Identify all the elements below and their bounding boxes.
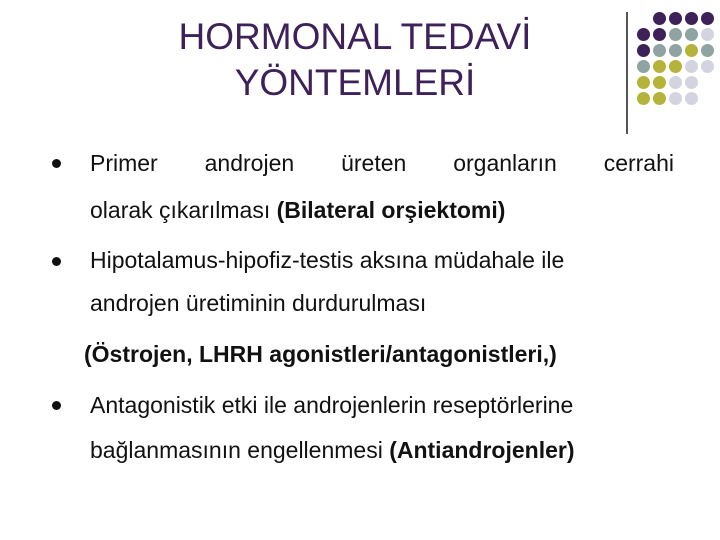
decorative-dot-grid	[637, 12, 717, 122]
slide-title-line-2: YÖNTEMLERİ	[234, 62, 476, 103]
decorative-dot	[653, 12, 666, 25]
decorative-dot	[685, 28, 698, 41]
decorative-dot	[653, 60, 666, 73]
decorative-dot	[637, 76, 650, 89]
bullet-1-line-1	[90, 149, 674, 177]
decorative-dot	[637, 44, 650, 57]
decorative-dot	[653, 44, 666, 57]
bullet-1-marker	[52, 159, 61, 168]
bullet-3-line-1: Antagonistik etki ile androjenlerin reseptörlerine	[90, 392, 574, 418]
decorative-dot	[701, 44, 714, 57]
decorative-dot	[637, 60, 650, 73]
decorative-dot	[653, 28, 666, 41]
bullet-1-word: üreten	[341, 150, 407, 176]
bullet-2-note: (Östrojen, LHRH agonistleri/antagonistleri,)	[84, 341, 557, 367]
decorative-dot	[653, 92, 666, 105]
bullet-1-word: cerrahi	[603, 150, 674, 176]
bullet-1-emphasis: (Bilateral orşiektomi)	[276, 197, 506, 223]
decorative-dot	[669, 28, 682, 41]
bullet-1-word: organların	[453, 150, 557, 176]
bullet-3-line-2	[90, 436, 574, 464]
decorative-dot	[701, 60, 714, 73]
bullet-2-line-2: androjen üretiminin durdurulması	[90, 290, 427, 316]
decorative-dot	[669, 60, 682, 73]
decorative-dot	[701, 12, 714, 25]
decorative-dot	[669, 92, 682, 105]
decorative-dot	[685, 12, 698, 25]
bullet-3-emphasis: (Antiandrojenler)	[389, 437, 575, 463]
decorative-dot	[701, 28, 714, 41]
slide-title-line-1: HORMONAL TEDAVİ	[178, 16, 532, 57]
bullet-3-marker	[52, 401, 61, 410]
decorative-dot	[685, 92, 698, 105]
bullet-1-word: Primer	[90, 150, 158, 176]
decorative-dot	[637, 28, 650, 41]
decorative-dot	[685, 76, 698, 89]
decorative-dot	[685, 44, 698, 57]
slide-title	[120, 14, 590, 106]
decorative-dot	[653, 76, 666, 89]
decorative-dot	[669, 76, 682, 89]
title-divider	[626, 12, 628, 134]
bullet-2-line-1: Hipotalamus-hipofiz-testis aksına müdahale ile	[90, 247, 565, 273]
bullet-1-text: olarak çıkarılması	[90, 197, 277, 223]
decorative-dot	[685, 60, 698, 73]
bullet-1-line-2	[90, 196, 505, 224]
bullet-2-marker	[52, 257, 61, 266]
decorative-dot	[669, 12, 682, 25]
decorative-dot	[637, 92, 650, 105]
decorative-dot	[669, 44, 682, 57]
bullet-1-word: androjen	[204, 150, 295, 176]
bullet-3-text: bağlanmasının engellenmesi	[90, 437, 390, 463]
